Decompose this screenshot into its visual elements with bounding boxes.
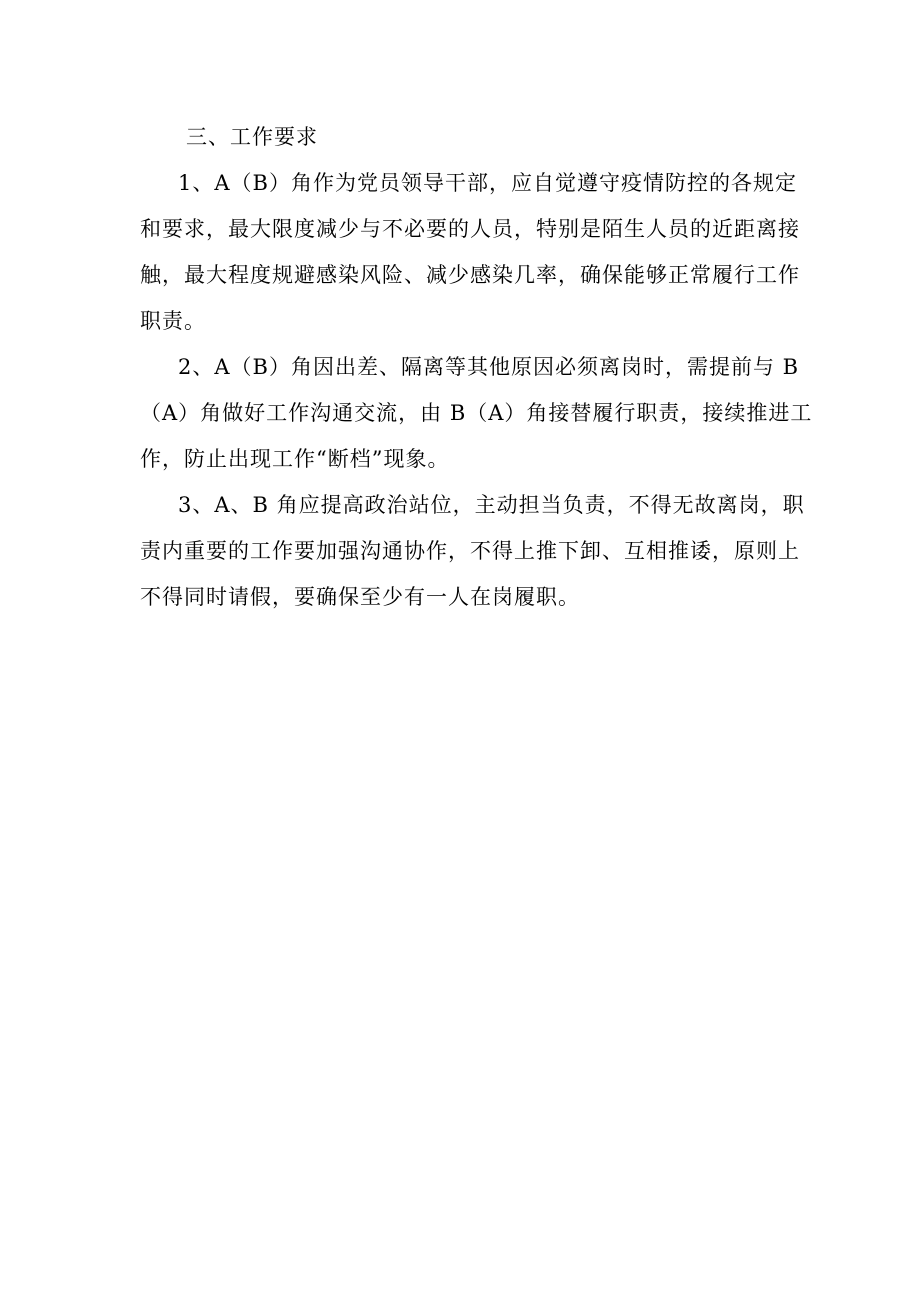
paragraph-1	[140, 160, 800, 344]
paragraph-line: 不得同时请假，要确保至少有一人在岗履职。	[140, 585, 580, 609]
section-heading: 三、工作要求	[186, 125, 318, 149]
paragraph-line: 1、A（B）角作为党员领导干部，应自觉遵守疫情防控的各规定	[178, 171, 797, 195]
document-body	[140, 114, 813, 620]
paragraph-line: 2、A（B）角因出差、隔离等其他原因必须离岗时，需提前与 B	[178, 355, 800, 379]
paragraph-line: （A）角做好工作沟通交流，由 B（A）角接替履行职责，接续推进工	[140, 401, 813, 425]
paragraph-line: 3、A、B 角应提高政治站位，主动担当负责，不得无故离岗，职	[178, 493, 805, 517]
paragraph-line: 和要求，最大限度减少与不必要的人员，特别是陌生人员的近距离接	[140, 217, 800, 241]
paragraph-line: 职责。	[140, 309, 206, 333]
paragraph-line: 触，最大程度规避感染风险、减少感染几率，确保能够正常履行工作	[140, 263, 800, 287]
paragraph-line: 责内重要的工作要加强沟通协作，不得上推下卸、互相推诿，原则上	[140, 539, 800, 563]
paragraph-2	[140, 344, 813, 482]
paragraph-3	[140, 482, 805, 620]
paragraph-line: 作，防止出现工作“断档”现象。	[140, 447, 450, 471]
